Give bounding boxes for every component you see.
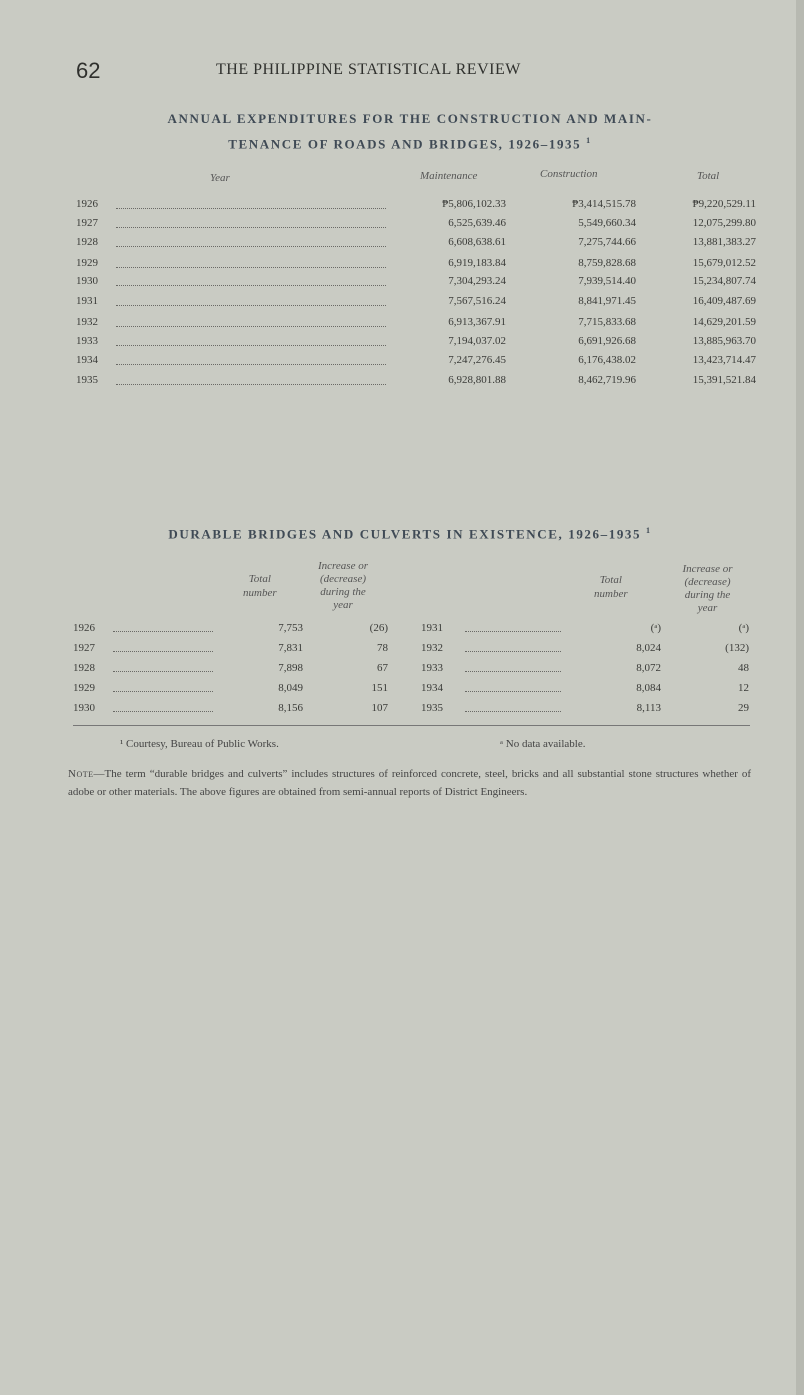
table1-cell-maintenance: 6,913,367.91 bbox=[448, 316, 506, 328]
table1-cell-year: 1931 bbox=[76, 295, 98, 307]
table2-header-increase-right-l2: (decrease) bbox=[684, 576, 731, 588]
table2-cell-year-left: 1926 bbox=[73, 622, 95, 634]
table1-cell-total: 13,885,963.70 bbox=[692, 335, 756, 347]
table2-header-increase-left-l2: (decrease) bbox=[319, 573, 366, 585]
table2-title-text: DURABLE BRIDGES AND CULVERTS IN EXISTENCE, 1926–1935 bbox=[168, 526, 642, 542]
table1-cell-construction: 7,275,744.66 bbox=[578, 236, 636, 248]
table1-cell-maintenance: 6,919,183.84 bbox=[448, 257, 506, 269]
table1-row bbox=[76, 198, 756, 218]
table2-cell-year-right: 1931 bbox=[421, 622, 443, 634]
table2-cell-increase-left: 151 bbox=[371, 682, 388, 694]
table1-header-construction: Construction bbox=[540, 168, 598, 180]
table2-header-increase-left-l4: year bbox=[333, 599, 353, 611]
table2-cell-year-left: 1928 bbox=[73, 662, 95, 674]
table1-cell-total: 15,679,012.52 bbox=[692, 257, 756, 269]
table1-cell-year: 1935 bbox=[76, 374, 98, 386]
table1-cell-total: ₱9,220,529.11 bbox=[692, 198, 756, 210]
dot-leader bbox=[116, 245, 386, 247]
table2-header-total-right-l2: number bbox=[594, 588, 628, 600]
table2-header-increase-right-l4: year bbox=[697, 602, 718, 614]
table1-row bbox=[76, 257, 756, 277]
table1-cell-year: 1929 bbox=[76, 257, 98, 269]
table1-cell-maintenance: 6,525,639.46 bbox=[448, 217, 506, 229]
table1-row bbox=[76, 275, 756, 295]
table2-cell-year-left: 1929 bbox=[73, 682, 95, 694]
table2-row bbox=[73, 702, 753, 722]
table2-header-total-left-l1: Total bbox=[248, 573, 271, 585]
table1-row bbox=[76, 217, 756, 237]
dot-leader bbox=[113, 671, 213, 672]
footnote-1: ¹ Courtesy, Bureau of Public Works. bbox=[120, 738, 279, 750]
table1-cell-total: 13,423,714.47 bbox=[692, 354, 756, 366]
table1-title-footnote-mark: 1 bbox=[586, 136, 592, 145]
table2-cell-total-right: 8,072 bbox=[636, 662, 661, 674]
dot-leader bbox=[116, 304, 386, 306]
table2-cell-year-right: 1934 bbox=[421, 682, 443, 694]
table1-cell-total: 15,391,521.84 bbox=[692, 374, 756, 386]
dot-leader bbox=[116, 226, 386, 228]
table1-cell-maintenance: 7,567,516.24 bbox=[448, 295, 506, 307]
table1-cell-total: 14,629,201.59 bbox=[692, 316, 756, 328]
table2-cell-increase-right: 29 bbox=[738, 702, 749, 714]
table2-cell-year-left: 1927 bbox=[73, 642, 95, 654]
table1-cell-maintenance: 6,608,638.61 bbox=[448, 236, 506, 248]
table1-header-year: Year bbox=[210, 172, 230, 184]
table2-cell-year-right: 1932 bbox=[421, 642, 443, 654]
table2-header-total-right-l1: Total bbox=[599, 574, 622, 586]
note-label: Note bbox=[68, 768, 94, 780]
dot-leader bbox=[113, 711, 213, 712]
table1-cell-year: 1933 bbox=[76, 335, 98, 347]
table2-title-footnote-mark: 1 bbox=[645, 526, 652, 535]
table2-cell-increase-left: (26) bbox=[369, 622, 388, 634]
table2-header-total-left bbox=[243, 572, 277, 600]
table2-header-increase-right-l1: Increase or bbox=[682, 563, 733, 575]
table1-cell-year: 1926 bbox=[76, 198, 98, 210]
table2-cell-increase-left: 67 bbox=[377, 662, 388, 674]
dot-leader bbox=[465, 631, 561, 632]
page-edge bbox=[796, 0, 804, 1395]
table2-cell-total-right: 8,084 bbox=[636, 682, 661, 694]
table1-row bbox=[76, 236, 756, 256]
table1-row bbox=[76, 374, 756, 394]
table1-cell-construction: 6,176,438.02 bbox=[578, 354, 636, 366]
dot-leader bbox=[465, 711, 561, 712]
table2-cell-increase-left: 107 bbox=[371, 702, 388, 714]
table2-cell-total-left: 8,156 bbox=[278, 702, 303, 714]
table1-row bbox=[76, 316, 756, 336]
table2-cell-total-left: 7,831 bbox=[278, 642, 303, 654]
table2-row bbox=[73, 622, 753, 642]
table2-header-increase-left-l3: during the bbox=[320, 586, 366, 598]
table2-header-increase-left bbox=[308, 560, 378, 612]
dot-leader bbox=[113, 651, 213, 652]
table1-cell-construction: 8,462,719.96 bbox=[578, 374, 636, 386]
dot-leader bbox=[116, 284, 386, 286]
table1-title bbox=[60, 108, 760, 155]
table2-header-increase-right-l3: during the bbox=[684, 589, 731, 601]
table2-cell-year-left: 1930 bbox=[73, 702, 95, 714]
table2-header-total-left-l2: number bbox=[243, 587, 277, 599]
table1-row bbox=[76, 295, 756, 315]
table1-header-maintenance: Maintenance bbox=[420, 170, 478, 182]
table1-cell-construction: 7,715,833.68 bbox=[578, 316, 636, 328]
table1-cell-year: 1927 bbox=[76, 217, 98, 229]
table1-cell-year: 1934 bbox=[76, 354, 98, 366]
table1-cell-total: 15,234,807.74 bbox=[692, 275, 756, 287]
table2-cell-increase-right: (132) bbox=[725, 642, 749, 654]
table2-cell-increase-right: (ᵃ) bbox=[738, 622, 749, 634]
table1-cell-maintenance: ₱5,806,102.33 bbox=[442, 198, 506, 210]
table1-cell-construction: ₱3,414,515.78 bbox=[572, 198, 636, 210]
footnote-a: ᵃ No data available. bbox=[500, 738, 586, 750]
table1-row bbox=[76, 354, 756, 374]
table2-cell-total-right: (ᵃ) bbox=[650, 622, 661, 634]
table1-cell-total: 16,409,487.69 bbox=[692, 295, 756, 307]
table1-cell-year: 1932 bbox=[76, 316, 98, 328]
dot-leader bbox=[116, 207, 386, 209]
table1-cell-year: 1928 bbox=[76, 236, 98, 248]
running-title: THE PHILIPPINE STATISTICAL REVIEW bbox=[216, 61, 521, 78]
table2-cell-total-left: 8,049 bbox=[278, 682, 303, 694]
table2-cell-year-right: 1933 bbox=[421, 662, 443, 674]
table2-row bbox=[73, 662, 753, 682]
table2-header-increase-right bbox=[665, 563, 750, 615]
table1-cell-maintenance: 7,304,293.24 bbox=[448, 275, 506, 287]
table1-title-line2-text: TENANCE OF ROADS AND BRIDGES, 1926–1935 bbox=[228, 136, 582, 152]
table2-cell-total-right: 8,113 bbox=[636, 702, 661, 714]
table2-cell-total-left: 7,753 bbox=[278, 622, 303, 634]
dot-leader bbox=[116, 383, 386, 385]
dot-leader bbox=[465, 671, 561, 672]
table1-title-line1: ANNUAL EXPENDITURES FOR THE CONSTRUCTION AND MAIN- bbox=[167, 111, 653, 126]
dot-leader bbox=[113, 631, 213, 632]
table2-cell-increase-right: 12 bbox=[738, 682, 749, 694]
table2-cell-increase-right: 48 bbox=[738, 662, 749, 674]
page-number: 62 bbox=[76, 58, 101, 83]
dot-leader bbox=[113, 691, 213, 692]
table1-cell-maintenance: 6,928,801.88 bbox=[448, 374, 506, 386]
note-text: —The term “durable bridges and culverts” includes structures of reinforced concrete, steel, bricks and all substantial stone structures whether of adobe or other materials. The above figures are obtained from semi-annual reports of District Engineers. bbox=[68, 768, 751, 798]
footnote-rule bbox=[73, 725, 750, 726]
table2-header-increase-left-l1: Increase or bbox=[318, 560, 368, 572]
dot-leader bbox=[116, 344, 386, 346]
table1-cell-construction: 6,691,926.68 bbox=[578, 335, 636, 347]
note-paragraph bbox=[68, 765, 751, 801]
table2-cell-total-right: 8,024 bbox=[636, 642, 661, 654]
dot-leader bbox=[116, 266, 386, 268]
table2-cell-year-right: 1935 bbox=[421, 702, 443, 714]
table1-cell-total: 12,075,299.80 bbox=[692, 217, 756, 229]
table2-cell-total-left: 7,898 bbox=[278, 662, 303, 674]
table1-cell-year: 1930 bbox=[76, 275, 98, 287]
table2-cell-increase-left: 78 bbox=[377, 642, 388, 654]
page-header bbox=[76, 58, 716, 88]
table1-title-line2 bbox=[60, 130, 760, 155]
table1-row bbox=[76, 335, 756, 355]
dot-leader bbox=[465, 691, 561, 692]
table1-cell-construction: 7,939,514.40 bbox=[578, 275, 636, 287]
table2-header-total-right bbox=[594, 573, 628, 601]
table1-header-total: Total bbox=[697, 170, 720, 182]
table1-cell-maintenance: 7,194,037.02 bbox=[448, 335, 506, 347]
table1-cell-construction: 8,841,971.45 bbox=[578, 295, 636, 307]
table2-title bbox=[60, 520, 760, 545]
dot-leader bbox=[465, 651, 561, 652]
table2-row bbox=[73, 642, 753, 662]
table1-cell-construction: 5,549,660.34 bbox=[578, 217, 636, 229]
table1-cell-total: 13,881,383.27 bbox=[692, 236, 756, 248]
table1-cell-maintenance: 7,247,276.45 bbox=[448, 354, 506, 366]
table1-cell-construction: 8,759,828.68 bbox=[578, 257, 636, 269]
dot-leader bbox=[116, 325, 386, 327]
dot-leader bbox=[116, 363, 386, 365]
table2-row bbox=[73, 682, 753, 702]
